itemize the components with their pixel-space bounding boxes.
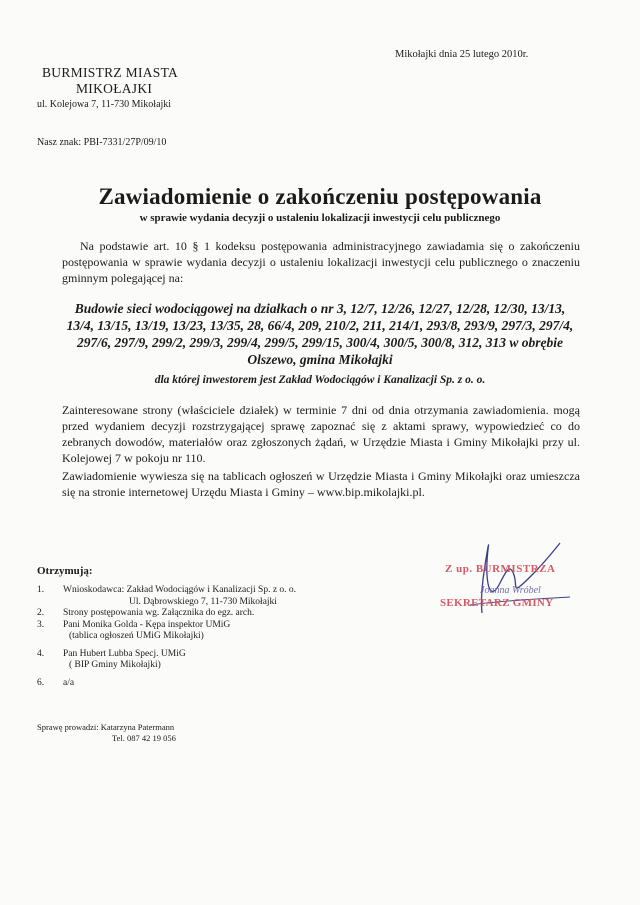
handwritten-signature	[440, 535, 580, 625]
stamp-line-2: Joanna Wróbel	[480, 585, 541, 596]
document-subtitle: w sprawie wydania decyzji o ustaleniu lokalizacji inwestycji celu publicznego	[139, 212, 501, 224]
list-item-text: (tablica ogłoszeń UMiG Mikołajki)	[69, 631, 204, 641]
list-item-text: Strony postępowania wg. Załącznika do egz. arch.	[63, 608, 255, 618]
stamp-line-3: SEKRETARZ GMINY	[440, 597, 554, 609]
list-item-text: a/a	[63, 677, 75, 688]
document-date: Mikołajki dnia 25 lutego 2010r.	[395, 49, 529, 60]
authority-address: ul. Kolejowa 7, 11-730 Mikołajki	[37, 99, 172, 110]
project-description: Budowie sieci wodociągowej na działkach o nr 3, 12/7, 12/26, 12/27, 12/28, 12/30, 13/13, 13/4, 13/15, 13/19, 13/23, 13/35, 28, 66/4, 209, 210/2, 211, 214/1, 293/8, 293/9, 297/3, 297/4, 297/6, 297/9, 299/2, 299/3, 299/4, 299/5, 299/15, 300/4, 300/5, 300/8, 312, 313 w obrębie Olszewo, gmina Mikołajki	[66, 301, 574, 367]
list-item-text: Pan Hubert Lubba Specj. UMiG	[63, 648, 186, 659]
list-item-number: 3.	[37, 619, 45, 630]
intro-paragraph: Na podstawie art. 10 § 1 kodeksu postępowania administracyjnego zawiadamia się o zakończeniu postępowania w sprawie wydania decyzji o ustaleniu lokalizacji inwestycji celu publicznego o znaczeniu gminnym polegającej na:	[62, 239, 580, 285]
document-title: Zawiadomienie o zakończeniu postępowania	[98, 184, 542, 209]
authority-name-line1: BURMISTRZ MIASTA	[42, 65, 179, 80]
prepared-by: Sprawę prowadzi: Katarzyna Patermann	[37, 722, 175, 732]
recipients-heading: Otrzymują:	[37, 565, 93, 577]
list-item-number: 4.	[37, 648, 45, 659]
list-item-number: 6.	[37, 677, 45, 688]
list-item-text: Wnioskodawca: Zakład Wodociągów i Kanalizacji Sp. z o. o.	[63, 585, 297, 595]
reference-number: Nasz znak: PBI-7331/27P/09/10	[37, 137, 167, 148]
stamp-line-1: Z up. BURMISTRZA	[445, 563, 556, 575]
list-item-text: Ul. Dąbrowskiego 7, 11-730 Mikołajki	[129, 596, 277, 607]
authority-name-line2: MIKOŁAJKI	[76, 81, 153, 96]
publication-paragraph: Zawiadomienie wywiesza się na tablicach ogłoszeń w Urzędzie Miasta i Gminy Mikołajki oraz umieszcza się na stronie internetowej Urzędu Miasta i Gminy – www.bip.mikolajki.pl.	[62, 469, 580, 499]
investor-line: dla której inwestorem jest Zakład Wodociągów i Kanalizacji Sp. z o. o.	[154, 374, 486, 386]
contact-phone: Tel. 087 42 19 056	[112, 733, 176, 743]
list-item-number: 2.	[37, 608, 45, 618]
list-item-number: 1.	[37, 585, 45, 595]
list-item-text: ( BIP Gminy Mikołajki)	[69, 660, 161, 670]
parties-paragraph: Zainteresowane strony (właściciele działek) w terminie 7 dni od dnia otrzymania zawiadomienia. mogą przed wydaniem decyzji rozstrzygającej sprawę zapoznać się z aktami sprawy, wypowiedzieć co do zebranych dowodów, materiałów oraz zgłoszonych żądań, w Urzędzie Miasta i Gminy Mikołajki przy ul. Kolejowej 7 w pokoju nr 110.	[62, 403, 580, 465]
list-item-text: Pani Monika Golda - Kępa inspektor UMiG	[63, 619, 231, 630]
